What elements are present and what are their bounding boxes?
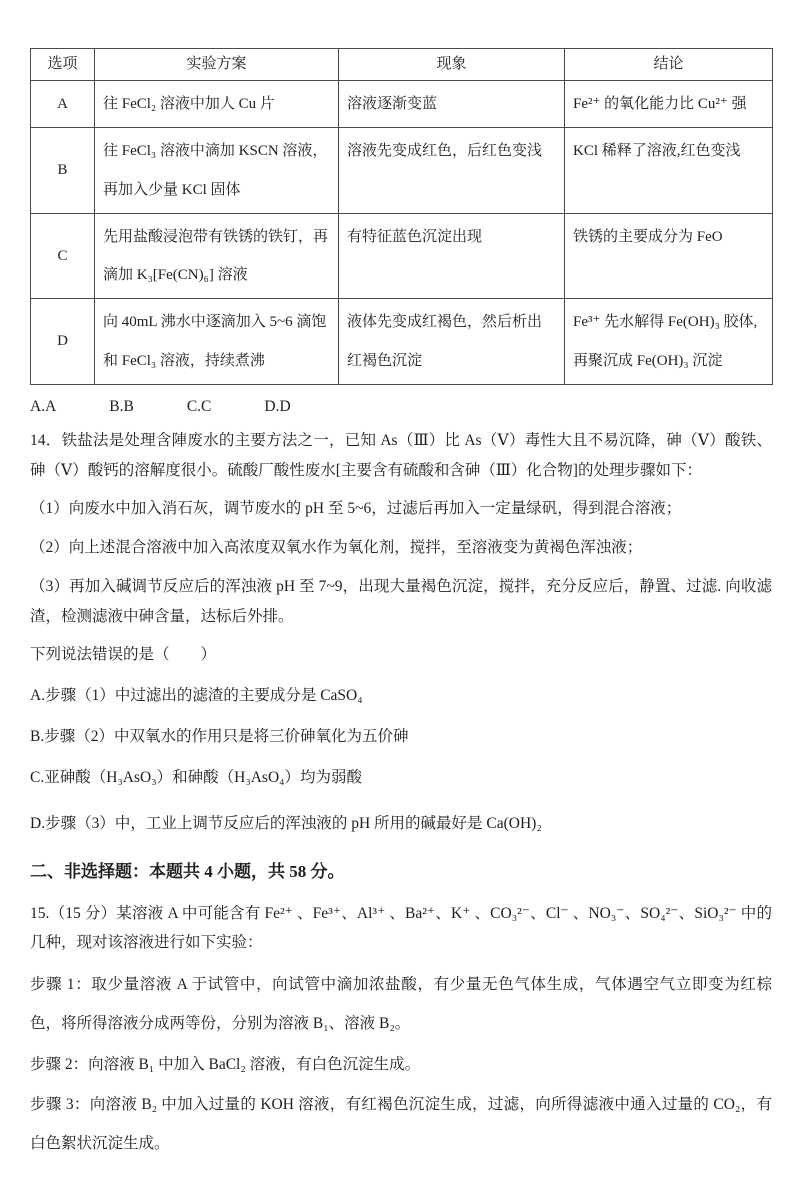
phenomenon-cell: 液体先变成红褐色，然后析出红褐色沉淀 [339, 299, 565, 385]
answer-choices-row [30, 398, 772, 416]
q14-step-2: （2）向上述混合溶液中加入高浓度双氧水作为氧化剂，搅拌，至溶液变为黄褐色浑浊液； [30, 539, 643, 556]
answer-choice-d: D.D [264, 397, 291, 415]
phenomenon-cell: 有特征蓝色沉淀出现 [339, 213, 565, 299]
experiment-table [30, 48, 773, 385]
table-row-b [31, 128, 773, 214]
q14-step-1: （1）向废水中加入消石灰，调节废水的 pH 至 5~6，过滤后再加入一定量绿矾，得到混合溶液； [30, 500, 682, 518]
q15-step-2: 步骤 2：向溶液 B₁ 中加入 BaCl₂ 溶液，有白色沉淀生成。 [30, 1055, 421, 1073]
conclusion-cell: KCl 稀释了溶液,红色变浅 [565, 128, 773, 214]
q14-step-3: （3）再加入碱调节反应后的浑浊液 pH 至 7~9，出现大量褐色沉淀，搅拌，充分反应后，静置、过滤. 向收滤渣，检测滤液中砷含量，达标后外排。 [30, 577, 772, 625]
q14-option-b: B.步骤（2）中双氧水的作用只是将三价砷氧化为五价砷 [30, 727, 409, 745]
q14-option-c: C.亚砷酸（H₃AsO₃）和砷酸（H₃AsO₄）均为弱酸 [30, 768, 363, 786]
option-cell: C [31, 213, 95, 299]
question-14-stem: 14．铁盐法是处理含陣废水的主要方法之一，已知 As（Ⅲ）比 As（Ⅴ）毒性大且不易沉降，砷（Ⅴ）酸铁、砷（Ⅴ）酸钙的溶解度很小。硫酸厂酸性废水[主要含有硫酸和含砷（Ⅲ）化合物]的处理步骤如下： [30, 431, 772, 479]
table-row-d [31, 299, 773, 385]
phenomenon-cell: 溶液逐渐变蓝 [339, 81, 565, 128]
answer-choice-b: B.B [109, 397, 134, 415]
col-header-plan: 实验方案 [95, 49, 339, 81]
q15-step-3: 步骤 3：向溶液 B₂ 中加入过量的 KOH 溶液，有红褐色沉淀生成，过滤，向所得滤液中通入过量的 CO₂，有白色絮状沉淀生成。 [30, 1096, 772, 1152]
section-2-heading: 二、非选择题：本题共 4 小题，共 58 分。 [30, 862, 345, 881]
question-15-stem: 15.（15 分）某溶液 A 中可能含有 Fe²⁺ 、Fe³⁺、Al³⁺ 、Ba²⁺、K⁺ 、CO₃²⁻、Cl⁻ 、NO₃⁻、SO₄²⁻、SiO₃²⁻ 中的几种，现对该溶液进行如下实验： [30, 904, 772, 952]
conclusion-cell: 铁锈的主要成分为 FeO [565, 213, 773, 299]
plan-cell: 往 FeCl₃ 溶液中滴加 KSCN 溶液，再加入少量 KCl 固体 [95, 128, 339, 214]
option-cell: B [31, 128, 95, 214]
plan-cell: 向 40mL 沸水中逐滴加入 5~6 滴饱和 FeCl₃ 溶液，持续煮沸 [95, 299, 339, 385]
col-header-phenomenon: 现象 [339, 49, 565, 81]
table-row-a [31, 81, 773, 128]
option-cell: D [31, 299, 95, 385]
plan-cell: 先用盐酸浸泡带有铁锈的铁钉，再滴加 K₃[Fe(CN)₆] 溶液 [95, 213, 339, 299]
phenomenon-cell: 溶液先变成红色，后红色变浅 [339, 128, 565, 214]
conclusion-cell: Fe³⁺ 先水解得 Fe(OH)₃ 胶体,再聚沉成 Fe(OH)₃ 沉淀 [565, 299, 773, 385]
option-cell: A [31, 81, 95, 128]
table-header-row [31, 49, 773, 81]
q14-option-a: A.步骤（1）中过滤出的滤渣的主要成分是 CaSO₄ [30, 687, 363, 704]
q15-step-1: 步骤 1：取少量溶液 A 于试管中，向试管中滴加浓盐酸，有少量无色气体生成，气体遇空气立即变为红棕色，将所得溶液分成两等份，分别为溶液 B₁、溶液 B₂。 [30, 976, 772, 1032]
answer-choice-a: A.A [30, 397, 57, 415]
plan-cell: 往 FeCl₂ 溶液中加人 Cu 片 [95, 81, 339, 128]
table-row-c [31, 213, 773, 299]
conclusion-cell: Fe²⁺ 的氧化能力比 Cu²⁺ 强 [565, 81, 773, 128]
col-header-conclusion: 结论 [565, 49, 773, 81]
q14-option-d: D.步骤（3）中，工业上调节反应后的浑浊液的 pH 所用的碱最好是 Ca(OH)₂ [30, 815, 542, 833]
col-header-option: 选项 [31, 49, 95, 81]
answer-choice-c: C.C [186, 397, 212, 415]
q14-prompt: 下列说法错误的是（ ） [30, 646, 217, 664]
